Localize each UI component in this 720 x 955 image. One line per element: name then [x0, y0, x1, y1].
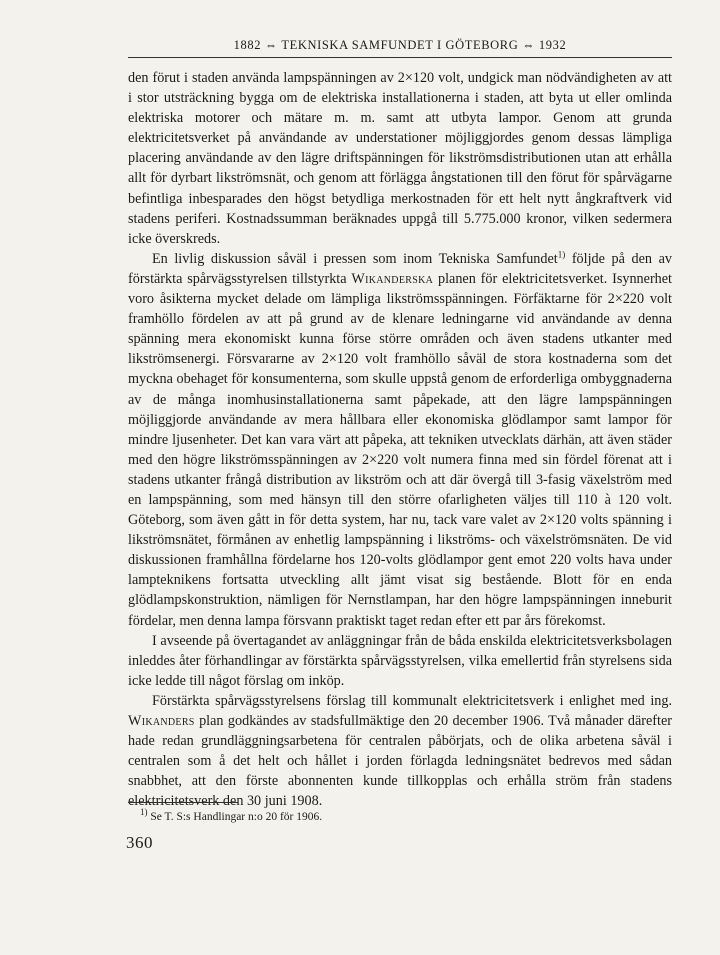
- name-wikanderska: Wikanderska: [351, 270, 434, 287]
- paragraph-2-text-b: följde på den av förstärkta spårvägsstyrelsen tillstyrkta: [128, 250, 673, 287]
- page-number: 360: [126, 833, 153, 852]
- footnote: [140, 807, 660, 824]
- running-head: 1882 ⇔ TEKNISKA SAMFUNDET I GÖTEBORG ⇔ 1932: [233, 38, 567, 52]
- paragraph-2-text-a: En livlig diskussion såväl i pressen som inom Tekniska Samfundet: [152, 250, 558, 267]
- body-text: [128, 68, 672, 811]
- footnote-reference: 1): [557, 249, 566, 260]
- name-wikanders: Wikanders: [128, 713, 195, 729]
- footnote-rule: [128, 802, 238, 803]
- paragraph-4-text-b: plan godkändes av stadsfullmäktige den 20 december 1906. Två månader därefter hade redan grundläggningsarbetena för centralen påbörjats, och de olika arbetena såväl i centralen som å det helt och hållet i jorden förlagda ledningsnätet bedrevos med sådan snabbhet, att den förste abonnenten kunde tillkopplas och erhålla ström från stadens elektricitetsverk den 30 juni 1908.: [128, 713, 672, 810]
- paragraph-2-text-c: planen för elektricitetsverket. Isynnerhet voro åsikterna mycket delade om lämpliga likströmsspänningen. Förfäktarne för 2×220 volt framhöllo fördelen av att på grund av de klenare ledningarne vid användande av denna spänning mera ekonomiskt kunna förse större områden och även stadens utkanter med likströmsenergi. Försvararne av 2×120 volt framhöllo såväl de stora kostnaderna som det myckna obehaget för konsumenterna, som skulle uppstå genom de erforderliga ombyggnaderna av de många inomhusinstallationerna samt påpekade, att den lägre lampspänningen möjliggjorde användande av mera hållbara eller ekonomiska glödlampor samt lampor för mindre ljusenheter. Det kan vara värt att påpeka, att tekniken utvecklats därhän, att även städer med den högre likströmsspänningen av 2×220 volt numera finna med sin fördel förenat att i stadens utkanter frångå distribution av likström och att där övergå till 3-fasig växelström med en lampspänning, som med hänsyn till den större ofarligheten väljes till 110 à 120 volt. Göteborg, som även gått in för detta system, har nu, tack vare valet av 2×120 volts spänning i likströmsnätet, förmånen av enhetlig lampspänning i likströms- och växelströmsnäten. De vid diskussionen framhållna fördelarne hos 120-volts glödlampor gent emot 220 volts hava under lampteknikens fortsatta utveckling allt jämt visat sig bestående. Blott för en enda glödlampskonstruktion, nämligen för Nernstlampan, har den högre lampspänningen inneburit fördelar, men denna lampa försvann praktiskt taget redan efter ett par års förekomst.: [128, 270, 672, 629]
- paragraph-2: [128, 249, 672, 631]
- paragraph-4: [128, 691, 672, 812]
- footnote-text: Se T. S:s Handlingar n:o 20 för 1906.: [147, 811, 323, 823]
- paragraph-1: den förut i staden använda lampspänningen av 2×120 volt, undgick man nödvändigheten av att i stor utsträckning bygga om de elektriska installationerna i staden, att byta ut eller omlinda elektriska motorer och mätare m. m. samt att utbyta lampor. Genom att grunda elektricitetsverket på användande av understationer möjliggjordes genom dessas lämpliga placering användande av den lägre driftspänningen för likströmsdistributionen utan att erhålla allt för dyrbart likströmsnät, och genom att förlägga ångstationen till den förut för spårvägarne befintliga inbesparades den högst betydliga merkostnaden för ett helt nytt ångkraftverk vid stadens periferi. Kostnadssumman beräknades uppgå till 5.775.000 kronor, vilken sedermera icke överskreds.: [128, 70, 672, 247]
- header-rule: [128, 57, 672, 58]
- footnote-mark: 1): [140, 807, 148, 818]
- paragraph-3: I avseende på övertagandet av anläggningar från de båda enskilda elektricitetsverksbolagen inleddes åter förhandlingar av förstärkta spårvägsstyrelsen, vilka emellertid från styrelsens sida icke ledde till något förslag om inköp.: [128, 632, 672, 689]
- paragraph-4-text-a: Förstärkta spårvägsstyrelsens förslag till kommunalt elektricitetsverk i enlighet med ing.: [152, 692, 672, 709]
